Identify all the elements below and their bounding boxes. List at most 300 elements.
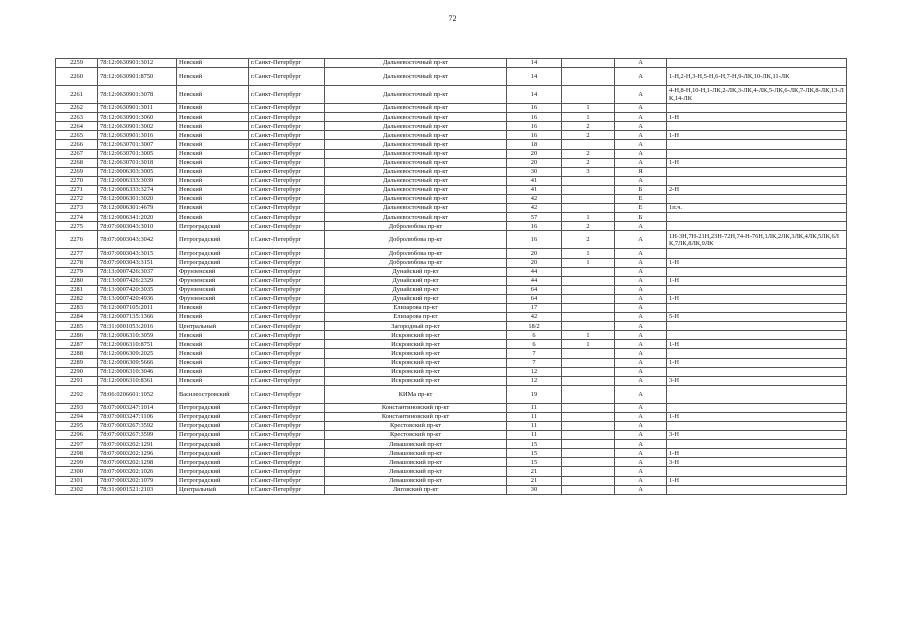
cell-row-number: 2300 xyxy=(56,467,98,476)
page-number: 72 xyxy=(448,14,457,23)
cell-row-number: 2278 xyxy=(56,258,98,267)
cell-row-number: 2296 xyxy=(56,431,98,440)
cell-city: г.Санкт-Петербург xyxy=(249,458,325,467)
table-row xyxy=(56,385,847,403)
cell-building-number: 3 xyxy=(562,167,615,176)
cell-building-number: 1 xyxy=(562,340,615,349)
cell-premises xyxy=(667,322,847,331)
cell-street: Дальневосточный пр-кт xyxy=(325,104,507,113)
cell-premises xyxy=(667,485,847,494)
cell-letter: А xyxy=(615,467,667,476)
cell-house-number: 16 xyxy=(507,222,562,231)
cell-premises xyxy=(667,349,847,358)
cell-letter: А xyxy=(615,158,667,167)
cell-street: Левашовский пр-кт xyxy=(325,467,507,476)
cell-house-number: 11 xyxy=(507,412,562,421)
cell-row-number: 2265 xyxy=(56,131,98,140)
cell-premises xyxy=(667,467,847,476)
cell-cadastral-number: 78:12:0007135:1366 xyxy=(98,313,177,322)
cell-house-number: 11 xyxy=(507,403,562,412)
table-row xyxy=(56,294,847,303)
cell-cadastral-number: 78:07:0003202:1298 xyxy=(98,458,177,467)
cell-letter: А xyxy=(615,59,667,68)
table-row xyxy=(56,140,847,149)
cell-building-number xyxy=(562,412,615,421)
cell-row-number: 2271 xyxy=(56,185,98,194)
cell-premises xyxy=(667,122,847,131)
cell-premises xyxy=(667,140,847,149)
table-row xyxy=(56,313,847,322)
cell-district: Невский xyxy=(177,140,249,149)
cell-letter: А xyxy=(615,376,667,385)
cell-building-number xyxy=(562,476,615,485)
cell-district: Невский xyxy=(177,358,249,367)
cell-cadastral-number: 78:31:0001521:2103 xyxy=(98,485,177,494)
cell-premises xyxy=(667,167,847,176)
cell-street: Искровский пр-кт xyxy=(325,331,507,340)
cell-premises: 3-Н xyxy=(667,376,847,385)
cell-cadastral-number: 78:07:0003247:1014 xyxy=(98,403,177,412)
cell-street: Дунайский пр-кт xyxy=(325,285,507,294)
cell-house-number: 57 xyxy=(507,213,562,222)
cell-building-number: 1 xyxy=(562,113,615,122)
cell-letter: А xyxy=(615,412,667,421)
cell-row-number: 2283 xyxy=(56,303,98,312)
cell-house-number: 14 xyxy=(507,86,562,104)
cell-district: Невский xyxy=(177,59,249,68)
cell-premises xyxy=(667,285,847,294)
cell-district: Петроградский xyxy=(177,449,249,458)
cell-premises xyxy=(667,222,847,231)
cell-house-number: 30 xyxy=(507,485,562,494)
cell-cadastral-number: 78:12:0630701:3007 xyxy=(98,140,177,149)
cell-city: г.Санкт-Петербург xyxy=(249,167,325,176)
cell-city: г.Санкт-Петербург xyxy=(249,122,325,131)
cell-city: г.Санкт-Петербург xyxy=(249,185,325,194)
cell-premises xyxy=(667,385,847,403)
cell-letter: А xyxy=(615,349,667,358)
cell-cadastral-number: 78:07:0003043:3151 xyxy=(98,258,177,267)
cell-row-number: 2266 xyxy=(56,140,98,149)
cell-city: г.Санкт-Петербург xyxy=(249,449,325,458)
cell-cadastral-number: 78:13:0007426:3037 xyxy=(98,267,177,276)
cell-district: Петроградский xyxy=(177,258,249,267)
cell-street: Дальневосточный пр-кт xyxy=(325,167,507,176)
cell-premises xyxy=(667,249,847,258)
cell-city: г.Санкт-Петербург xyxy=(249,131,325,140)
cell-letter: А xyxy=(615,458,667,467)
table-row xyxy=(56,322,847,331)
cell-building-number xyxy=(562,449,615,458)
table-row xyxy=(56,104,847,113)
cell-street: Искровский пр-кт xyxy=(325,376,507,385)
cell-letter: Я xyxy=(615,167,667,176)
cell-letter: А xyxy=(615,431,667,440)
cell-letter: А xyxy=(615,267,667,276)
cell-house-number: 14 xyxy=(507,68,562,86)
cell-house-number: 64 xyxy=(507,285,562,294)
cell-city: г.Санкт-Петербург xyxy=(249,176,325,185)
cell-premises: 1-Н,2-Н,3-Н,5-Н,6-Н,7-Н,9-ЛК,10-ЛК,11-ЛК xyxy=(667,68,847,86)
cell-building-number xyxy=(562,176,615,185)
cell-building-number: 1 xyxy=(562,249,615,258)
cell-house-number: 16 xyxy=(507,104,562,113)
cell-street: Елизарова пр-кт xyxy=(325,313,507,322)
cell-district: Невский xyxy=(177,131,249,140)
cell-city: г.Санкт-Петербург xyxy=(249,158,325,167)
cell-letter: А xyxy=(615,440,667,449)
table-row xyxy=(56,403,847,412)
cell-premises: 1-Н xyxy=(667,412,847,421)
cell-city: г.Санкт-Петербург xyxy=(249,385,325,403)
cell-house-number: 16 xyxy=(507,231,562,249)
cell-city: г.Санкт-Петербург xyxy=(249,431,325,440)
cell-premises xyxy=(667,440,847,449)
table-row xyxy=(56,267,847,276)
cell-city: г.Санкт-Петербург xyxy=(249,467,325,476)
cell-premises xyxy=(667,367,847,376)
cell-building-number xyxy=(562,385,615,403)
cell-row-number: 2293 xyxy=(56,403,98,412)
cell-building-number xyxy=(562,358,615,367)
cell-row-number: 2285 xyxy=(56,322,98,331)
table-row xyxy=(56,331,847,340)
table-row xyxy=(56,185,847,194)
table-row xyxy=(56,349,847,358)
cell-building-number xyxy=(562,267,615,276)
cell-street: Искровский пр-кт xyxy=(325,358,507,367)
table-row xyxy=(56,249,847,258)
cell-district: Петроградский xyxy=(177,467,249,476)
cell-premises: 1-Н xyxy=(667,449,847,458)
cell-district: Петроградский xyxy=(177,231,249,249)
cell-row-number: 2288 xyxy=(56,349,98,358)
cell-row-number: 2280 xyxy=(56,276,98,285)
table-row xyxy=(56,86,847,104)
cell-cadastral-number: 78:13:0007426:2329 xyxy=(98,276,177,285)
table-row xyxy=(56,113,847,122)
cell-cadastral-number: 78:12:0006333:3039 xyxy=(98,176,177,185)
table-row xyxy=(56,467,847,476)
table-row xyxy=(56,303,847,312)
cell-cadastral-number: 78:07:0003202:1026 xyxy=(98,467,177,476)
cell-street: Дальневосточный пр-кт xyxy=(325,176,507,185)
cell-house-number: 6 xyxy=(507,331,562,340)
cell-district: Фрунзенский xyxy=(177,276,249,285)
cell-building-number xyxy=(562,440,615,449)
cell-row-number: 2295 xyxy=(56,422,98,431)
cell-street: Елизарова пр-кт xyxy=(325,303,507,312)
cell-house-number: 44 xyxy=(507,276,562,285)
cell-city: г.Санкт-Петербург xyxy=(249,86,325,104)
cell-premises xyxy=(667,403,847,412)
cell-street: Крестовский пр-кт xyxy=(325,431,507,440)
cell-house-number: 12 xyxy=(507,376,562,385)
cell-row-number: 2279 xyxy=(56,267,98,276)
cell-row-number: 2294 xyxy=(56,412,98,421)
cell-district: Невский xyxy=(177,213,249,222)
cell-city: г.Санкт-Петербург xyxy=(249,267,325,276)
cell-house-number: 11 xyxy=(507,431,562,440)
cell-letter: А xyxy=(615,113,667,122)
table-row xyxy=(56,276,847,285)
cell-district: Невский xyxy=(177,185,249,194)
cell-street: Дальневосточный пр-кт xyxy=(325,122,507,131)
cell-building-number xyxy=(562,467,615,476)
cell-building-number: 2 xyxy=(562,158,615,167)
property-register-table xyxy=(55,58,847,495)
cell-district: Невский xyxy=(177,113,249,122)
cell-district: Петроградский xyxy=(177,403,249,412)
cell-row-number: 2292 xyxy=(56,385,98,403)
cell-district: Петроградский xyxy=(177,249,249,258)
cell-house-number: 16 xyxy=(507,122,562,131)
cell-row-number: 2270 xyxy=(56,176,98,185)
cell-district: Центральный xyxy=(177,485,249,494)
cell-premises: 3-Н xyxy=(667,431,847,440)
cell-cadastral-number: 78:13:0007420:4936 xyxy=(98,294,177,303)
cell-house-number: 16 xyxy=(507,131,562,140)
cell-street: Дальневосточный пр-кт xyxy=(325,59,507,68)
cell-district: Невский xyxy=(177,303,249,312)
cell-row-number: 2277 xyxy=(56,249,98,258)
cell-city: г.Санкт-Петербург xyxy=(249,476,325,485)
cell-row-number: 2268 xyxy=(56,158,98,167)
table-row xyxy=(56,59,847,68)
cell-cadastral-number: 78:12:0006303:3005 xyxy=(98,167,177,176)
table-row xyxy=(56,458,847,467)
cell-city: г.Санкт-Петербург xyxy=(249,367,325,376)
cell-city: г.Санкт-Петербург xyxy=(249,68,325,86)
cell-cadastral-number: 78:07:0003267:3599 xyxy=(98,431,177,440)
cell-street: Загородный пр-кт xyxy=(325,322,507,331)
cell-row-number: 2273 xyxy=(56,204,98,213)
table-row xyxy=(56,167,847,176)
cell-letter: А xyxy=(615,231,667,249)
cell-city: г.Санкт-Петербург xyxy=(249,322,325,331)
cell-building-number xyxy=(562,86,615,104)
cell-house-number: 44 xyxy=(507,267,562,276)
cell-building-number: 1 xyxy=(562,213,615,222)
cell-letter: А xyxy=(615,385,667,403)
cell-building-number xyxy=(562,431,615,440)
cell-street: Лиговский пр-кт xyxy=(325,485,507,494)
cell-house-number: 18/2 xyxy=(507,322,562,331)
cell-cadastral-number: 78:12:0630701:3018 xyxy=(98,158,177,167)
cell-house-number: 20 xyxy=(507,249,562,258)
cell-letter: А xyxy=(615,285,667,294)
cell-building-number: 2 xyxy=(562,222,615,231)
cell-cadastral-number: 78:07:0003202:1291 xyxy=(98,440,177,449)
cell-row-number: 2298 xyxy=(56,449,98,458)
cell-premises: 1-Н xyxy=(667,158,847,167)
cell-row-number: 2269 xyxy=(56,167,98,176)
table-row xyxy=(56,258,847,267)
cell-house-number: 11 xyxy=(507,422,562,431)
table-row xyxy=(56,195,847,204)
cell-house-number: 15 xyxy=(507,449,562,458)
cell-city: г.Санкт-Петербург xyxy=(249,113,325,122)
cell-building-number xyxy=(562,422,615,431)
cell-letter: А xyxy=(615,422,667,431)
cell-house-number: 7 xyxy=(507,358,562,367)
cell-street: Дунайский пр-кт xyxy=(325,267,507,276)
cell-district: Невский xyxy=(177,367,249,376)
cell-street: Константиновский пр-кт xyxy=(325,403,507,412)
cell-row-number: 2282 xyxy=(56,294,98,303)
cell-district: Петроградский xyxy=(177,476,249,485)
table-row xyxy=(56,476,847,485)
cell-row-number: 2290 xyxy=(56,367,98,376)
cell-street: Левашовский пр-кт xyxy=(325,458,507,467)
cell-row-number: 2272 xyxy=(56,195,98,204)
cell-letter: А xyxy=(615,485,667,494)
cell-cadastral-number: 78:13:0007420:3035 xyxy=(98,285,177,294)
cell-city: г.Санкт-Петербург xyxy=(249,104,325,113)
cell-street: Крестовский пр-кт xyxy=(325,422,507,431)
cell-letter: А xyxy=(615,258,667,267)
cell-city: г.Санкт-Петербург xyxy=(249,204,325,213)
cell-premises xyxy=(667,422,847,431)
cell-district: Невский xyxy=(177,122,249,131)
cell-premises: 1п.ч. xyxy=(667,204,847,213)
cell-letter: А xyxy=(615,131,667,140)
table-row xyxy=(56,412,847,421)
cell-row-number: 2262 xyxy=(56,104,98,113)
cell-letter: А xyxy=(615,403,667,412)
cell-letter: А xyxy=(615,249,667,258)
cell-city: г.Санкт-Петербург xyxy=(249,331,325,340)
cell-building-number: 1 xyxy=(562,104,615,113)
cell-letter: А xyxy=(615,176,667,185)
cell-cadastral-number: 78:12:0006310:3046 xyxy=(98,367,177,376)
cell-premises xyxy=(667,331,847,340)
cell-row-number: 2297 xyxy=(56,440,98,449)
cell-building-number xyxy=(562,68,615,86)
cell-district: Петроградский xyxy=(177,412,249,421)
cell-city: г.Санкт-Петербург xyxy=(249,349,325,358)
cell-district: Невский xyxy=(177,204,249,213)
cell-street: Искровский пр-кт xyxy=(325,349,507,358)
cell-house-number: 19 xyxy=(507,385,562,403)
table-row xyxy=(56,376,847,385)
cell-house-number: 30 xyxy=(507,167,562,176)
cell-cadastral-number: 78:12:0630901:3002 xyxy=(98,122,177,131)
cell-row-number: 2302 xyxy=(56,485,98,494)
cell-premises xyxy=(667,149,847,158)
cell-cadastral-number: 78:12:0006309:5666 xyxy=(98,358,177,367)
cell-row-number: 2263 xyxy=(56,113,98,122)
cell-cadastral-number: 78:12:0630901:3016 xyxy=(98,131,177,140)
table-row xyxy=(56,358,847,367)
cell-street: Константиновский пр-кт xyxy=(325,412,507,421)
cell-street: Искровский пр-кт xyxy=(325,367,507,376)
cell-city: г.Санкт-Петербург xyxy=(249,222,325,231)
cell-cadastral-number: 78:12:0007105:2011 xyxy=(98,303,177,312)
cell-city: г.Санкт-Петербург xyxy=(249,249,325,258)
cell-city: г.Санкт-Петербург xyxy=(249,358,325,367)
cell-premises: 1-Н xyxy=(667,131,847,140)
cell-city: г.Санкт-Петербург xyxy=(249,313,325,322)
cell-street: Дальневосточный пр-кт xyxy=(325,131,507,140)
cell-house-number: 42 xyxy=(507,195,562,204)
cell-premises: 1-Н xyxy=(667,294,847,303)
cell-house-number: 17 xyxy=(507,303,562,312)
cell-row-number: 2261 xyxy=(56,86,98,104)
cell-street: Дальневосточный пр-кт xyxy=(325,185,507,194)
table-row xyxy=(56,176,847,185)
cell-cadastral-number: 78:07:0003043:3010 xyxy=(98,222,177,231)
cell-building-number xyxy=(562,322,615,331)
cell-house-number: 21 xyxy=(507,467,562,476)
cell-letter: А xyxy=(615,86,667,104)
table-row xyxy=(56,222,847,231)
cell-house-number: 15 xyxy=(507,458,562,467)
cell-cadastral-number: 78:12:0006301:4679 xyxy=(98,204,177,213)
table-row xyxy=(56,231,847,249)
cell-row-number: 2259 xyxy=(56,59,98,68)
cell-letter: А xyxy=(615,303,667,312)
cell-cadastral-number: 78:07:0003043:3042 xyxy=(98,231,177,249)
cell-building-number xyxy=(562,303,615,312)
cell-street: Левашовский пр-кт xyxy=(325,476,507,485)
cell-city: г.Санкт-Петербург xyxy=(249,59,325,68)
cell-letter: А xyxy=(615,140,667,149)
cell-row-number: 2260 xyxy=(56,68,98,86)
cell-building-number xyxy=(562,204,615,213)
cell-building-number xyxy=(562,195,615,204)
table-row xyxy=(56,340,847,349)
cell-row-number: 2276 xyxy=(56,231,98,249)
cell-house-number: 7 xyxy=(507,349,562,358)
cell-city: г.Санкт-Петербург xyxy=(249,231,325,249)
cell-city: г.Санкт-Петербург xyxy=(249,412,325,421)
cell-row-number: 2301 xyxy=(56,476,98,485)
cell-cadastral-number: 78:12:0006309:2025 xyxy=(98,349,177,358)
table-row xyxy=(56,449,847,458)
cell-row-number: 2281 xyxy=(56,285,98,294)
cell-district: Невский xyxy=(177,340,249,349)
cell-cadastral-number: 78:07:0003202:1296 xyxy=(98,449,177,458)
cell-letter: А xyxy=(615,149,667,158)
cell-cadastral-number: 78:07:0003267:3592 xyxy=(98,422,177,431)
cell-district: Петроградский xyxy=(177,440,249,449)
cell-city: г.Санкт-Петербург xyxy=(249,340,325,349)
cell-cadastral-number: 78:07:0003202:1079 xyxy=(98,476,177,485)
cell-letter: А xyxy=(615,449,667,458)
cell-building-number: 2 xyxy=(562,231,615,249)
cell-row-number: 2264 xyxy=(56,122,98,131)
cell-row-number: 2289 xyxy=(56,358,98,367)
cell-house-number: 18 xyxy=(507,140,562,149)
table-row xyxy=(56,431,847,440)
cell-cadastral-number: 78:07:0003247:1106 xyxy=(98,412,177,421)
cell-street: Искровский пр-кт xyxy=(325,340,507,349)
cell-premises xyxy=(667,195,847,204)
cell-letter: А xyxy=(615,68,667,86)
cell-street: Дальневосточный пр-кт xyxy=(325,86,507,104)
cell-premises: 1-Н xyxy=(667,276,847,285)
cell-letter: Б xyxy=(615,185,667,194)
cell-building-number xyxy=(562,276,615,285)
cell-street: Добролюбова пр-кт xyxy=(325,231,507,249)
cell-row-number: 2275 xyxy=(56,222,98,231)
cell-cadastral-number: 78:12:0630901:3078 xyxy=(98,86,177,104)
cell-cadastral-number: 78:12:0006341:2020 xyxy=(98,213,177,222)
cell-premises xyxy=(667,267,847,276)
cell-street: Добролюбова пр-кт xyxy=(325,258,507,267)
cell-premises xyxy=(667,176,847,185)
